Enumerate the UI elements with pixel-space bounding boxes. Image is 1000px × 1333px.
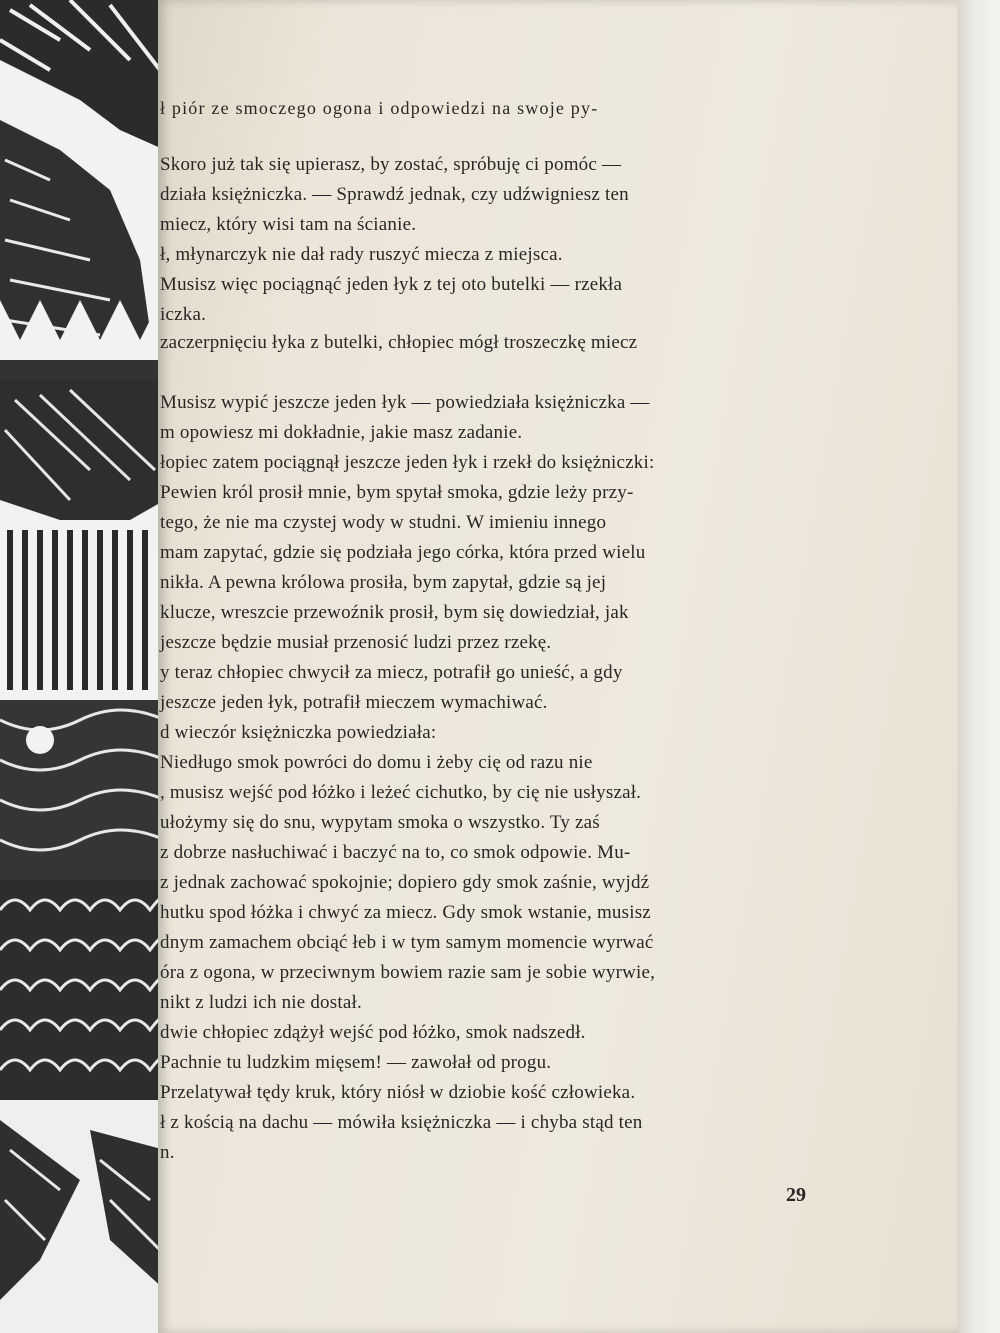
text-line: tego, że nie ma czystej wody w studni. W imieniu innego [160,512,607,533]
text-line: Pewien król prosił mnie, bym spytał smoka, gdzie leży przy- [160,482,634,503]
text-line: Przelatywał tędy kruk, który niósł w dziobie kość człowieka. [160,1082,636,1103]
text-line: iczka. [160,304,207,325]
text-line: ułożymy się do snu, wypytam smoka o wszystko. Ty zaś [160,812,600,833]
text-line: nikła. A pewna królowa prosiła, bym zapytał, gdzie są jej [160,572,607,593]
woodcut-illustration [0,0,165,1333]
text-line: z dobrze nasłuchiwać i baczyć na to, co smok odpowie. Mu- [160,842,631,863]
page-number: 29 [786,1184,806,1206]
text-line: z jednak zachować spokojnie; dopiero gdy smok zaśnie, wyjdź [160,872,650,893]
text-line: Musisz wypić jeszcze jeden łyk — powiedziała księżniczka — [160,392,650,413]
text-line: jeszcze będzie musiał przenosić ludzi przez rzekę. [160,632,552,653]
text-line: ł, młynarczyk nie dał rady ruszyć miecza z miejsca. [160,244,563,265]
page-edge [958,0,1000,1333]
text-line: óra z ogona, w przeciwnym bowiem razie sam je sobie wyrwie, [160,962,656,983]
text-line: nikt z ludzi ich nie dostał. [160,992,362,1013]
text-line: Niedługo smok powróci do domu i żeby cię od razu nie [160,752,593,773]
text-line: n. [160,1142,175,1163]
text-line: zaczerpnięciu łyka z butelki, chłopiec mógł troszeczkę miecz [160,332,638,353]
text-line: mam zapytać, gdzie się podziała jego córka, która przed wielu [160,542,646,563]
text-line: Pachnie tu ludzkim mięsem! — zawołał od progu. [160,1052,552,1073]
text-line: Skoro już tak się upierasz, by zostać, spróbuję ci pomóc — [160,154,622,175]
text-line: łopiec zatem pociągnął jeszcze jeden łyk i rzekł do księżniczki: [160,452,655,473]
text-line: y teraz chłopiec chwycił za miecz, potrafił go unieść, a gdy [160,662,623,683]
text-line: działa księżniczka. — Sprawdź jednak, czy udźwigniesz ten [160,184,629,205]
text-line: d wieczór księżniczka powiedziała: [160,722,437,743]
text-line: dnym zamachem obciąć łeb i w tym samym momencie wyrwać [160,932,654,953]
text-line: ł piór ze smoczego ogona i odpowiedzi na swoje py- [160,98,599,118]
text-line: miecz, który wisi tam na ścianie. [160,214,417,235]
woodcut-pattern-icon [0,0,165,1333]
text-line: hutku spod łóżka i chwyć za miecz. Gdy smok wstanie, musisz [160,902,651,923]
text-line: dwie chłopiec zdążył wejść pod łóżko, smok nadszedł. [160,1022,586,1043]
text-line: Musisz więc pociągnąć jeden łyk z tej oto butelki — rzekła [160,274,623,295]
text-line: , musisz wejść pod łóżko i leżeć cichutko, by cię nie usłyszał. [160,782,642,803]
text-line: m opowiesz mi dokładnie, jakie masz zadanie. [160,422,523,443]
text-line: klucze, wreszcie przewoźnik prosił, bym się dowiedział, jak [160,602,629,623]
text-line: jeszcze jeden łyk, potrafił mieczem wymachiwać. [160,692,548,713]
text-line: ł z kością na dachu — mówiła księżniczka — i chyba stąd ten [160,1112,643,1133]
